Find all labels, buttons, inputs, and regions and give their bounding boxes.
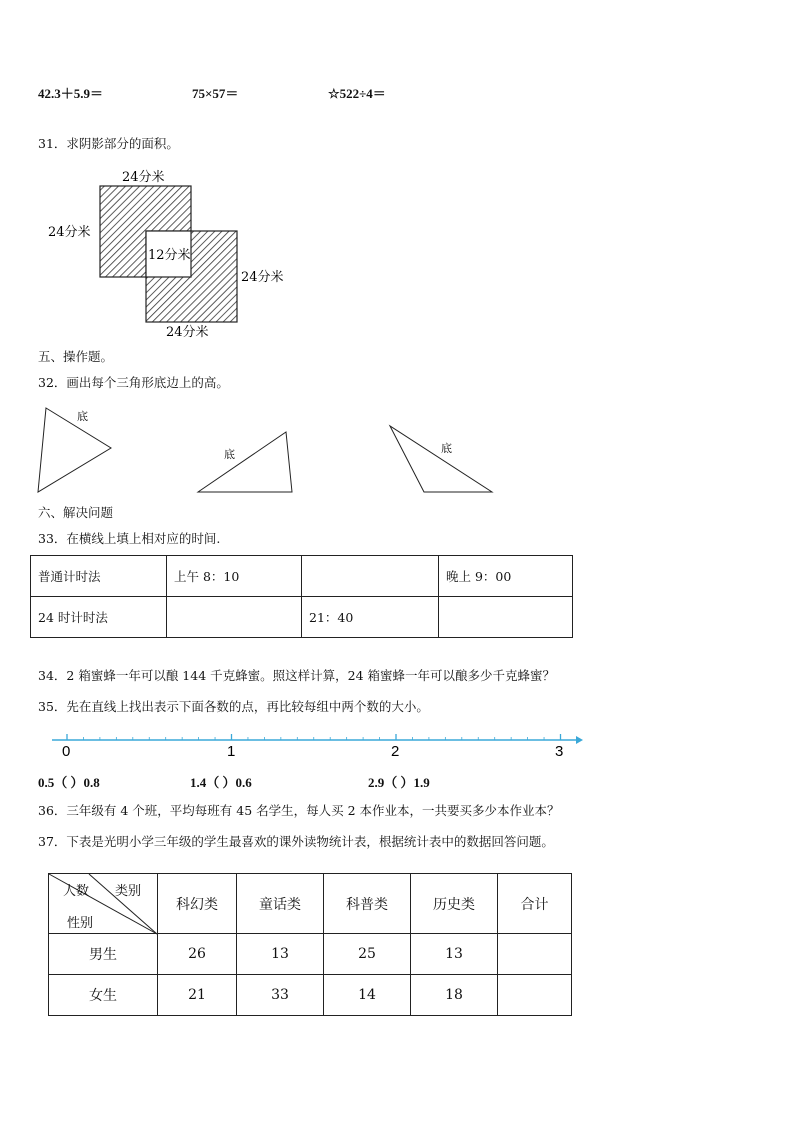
cell: 21：40	[302, 597, 439, 638]
cell-blank[interactable]	[439, 597, 573, 638]
cell: 25	[324, 934, 411, 975]
compare-1: 0.5（ ）0.8	[38, 775, 100, 790]
diag-label-gender: 性别	[67, 916, 94, 931]
number-line	[40, 730, 640, 770]
label-top: 24分米	[122, 170, 165, 185]
row-label: 女生	[49, 975, 158, 1016]
cell-blank[interactable]	[302, 556, 439, 597]
table-row	[49, 934, 572, 975]
triangle-3	[390, 426, 492, 492]
cell: 13	[237, 934, 324, 975]
question-34: 34．2 箱蜜蜂一年可以酿 144 千克蜂蜜。照这样计算，24 箱蜜蜂一年可以酿多少千克蜂蜜？	[38, 668, 556, 683]
section-six-title: 六、解决问题	[38, 505, 114, 520]
compare-3: 2.9（ ）1.9	[368, 775, 430, 790]
question-35: 35．先在直线上找出表示下面各数的点，再比较每组中两个数的大小。	[38, 699, 429, 714]
cell: 21	[158, 975, 237, 1016]
cell: 晚上 9：00	[439, 556, 573, 597]
table-row	[49, 975, 572, 1016]
cell: 上午 8：10	[167, 556, 302, 597]
cell: 18	[411, 975, 498, 1016]
question-31: 31．求阴影部分的面积。	[38, 136, 179, 151]
tick-label-3: 3	[555, 743, 564, 760]
diagonal-header-cell	[49, 874, 158, 934]
cell: 33	[237, 975, 324, 1016]
col-header: 童话类	[237, 874, 324, 934]
row-label: 男生	[49, 934, 158, 975]
triangle-2-base-label: 底	[224, 448, 235, 461]
triangle-2	[198, 432, 292, 492]
tick-label-1: 1	[227, 743, 236, 760]
triangle-3-base-label: 底	[441, 442, 452, 455]
cell-blank[interactable]	[498, 975, 572, 1016]
question-36: 36．三年级有 4 个班，平均每班有 45 名学生，每人买 2 本作业本，一共要买多少本作业本？	[38, 803, 560, 818]
label-bottom: 24分米	[166, 325, 209, 340]
calc-item-3: ☆522÷4＝	[328, 86, 386, 101]
col-header: 科幻类	[158, 874, 237, 934]
cell: 13	[411, 934, 498, 975]
col-header: 合计	[498, 874, 572, 934]
label-right: 24分米	[241, 270, 284, 285]
label-center: 12分米	[148, 248, 191, 263]
question-33: 33．在横线上填上相对应的时间.	[38, 531, 221, 546]
question-32: 32．画出每个三角形底边上的高。	[38, 375, 229, 390]
cell: 24 时计时法	[31, 597, 167, 638]
triangle-1	[38, 408, 111, 492]
cell: 14	[324, 975, 411, 1016]
compare-2: 1.4（ ）0.6	[190, 775, 252, 790]
triangle-1-base-label: 底	[77, 410, 88, 423]
calc-item-1: 42.3＋5.9＝	[38, 86, 104, 101]
shaded-squares-figure	[40, 165, 340, 345]
triangles-figure	[0, 400, 794, 510]
cell-blank[interactable]	[167, 597, 302, 638]
col-header: 科普类	[324, 874, 411, 934]
section-five-title: 五、操作题。	[38, 349, 114, 364]
diag-label-category: 类别	[115, 884, 142, 899]
table-row	[31, 556, 573, 597]
col-header: 历史类	[411, 874, 498, 934]
cell-blank[interactable]	[498, 934, 572, 975]
time-table	[30, 555, 573, 638]
cell: 普通计时法	[31, 556, 167, 597]
calc-item-2: 75×57＝	[192, 86, 239, 101]
reading-stats-table	[48, 873, 572, 1016]
cell: 26	[158, 934, 237, 975]
tick-label-0: 0	[62, 743, 71, 760]
table-header-row	[49, 874, 572, 934]
table-row	[31, 597, 573, 638]
diag-label-count: 人数	[63, 884, 90, 899]
question-37: 37．下表是光明小学三年级的学生最喜欢的课外读物统计表，根据统计表中的数据回答问题。	[38, 834, 554, 849]
tick-label-2: 2	[391, 743, 400, 760]
label-left: 24分米	[48, 225, 91, 240]
